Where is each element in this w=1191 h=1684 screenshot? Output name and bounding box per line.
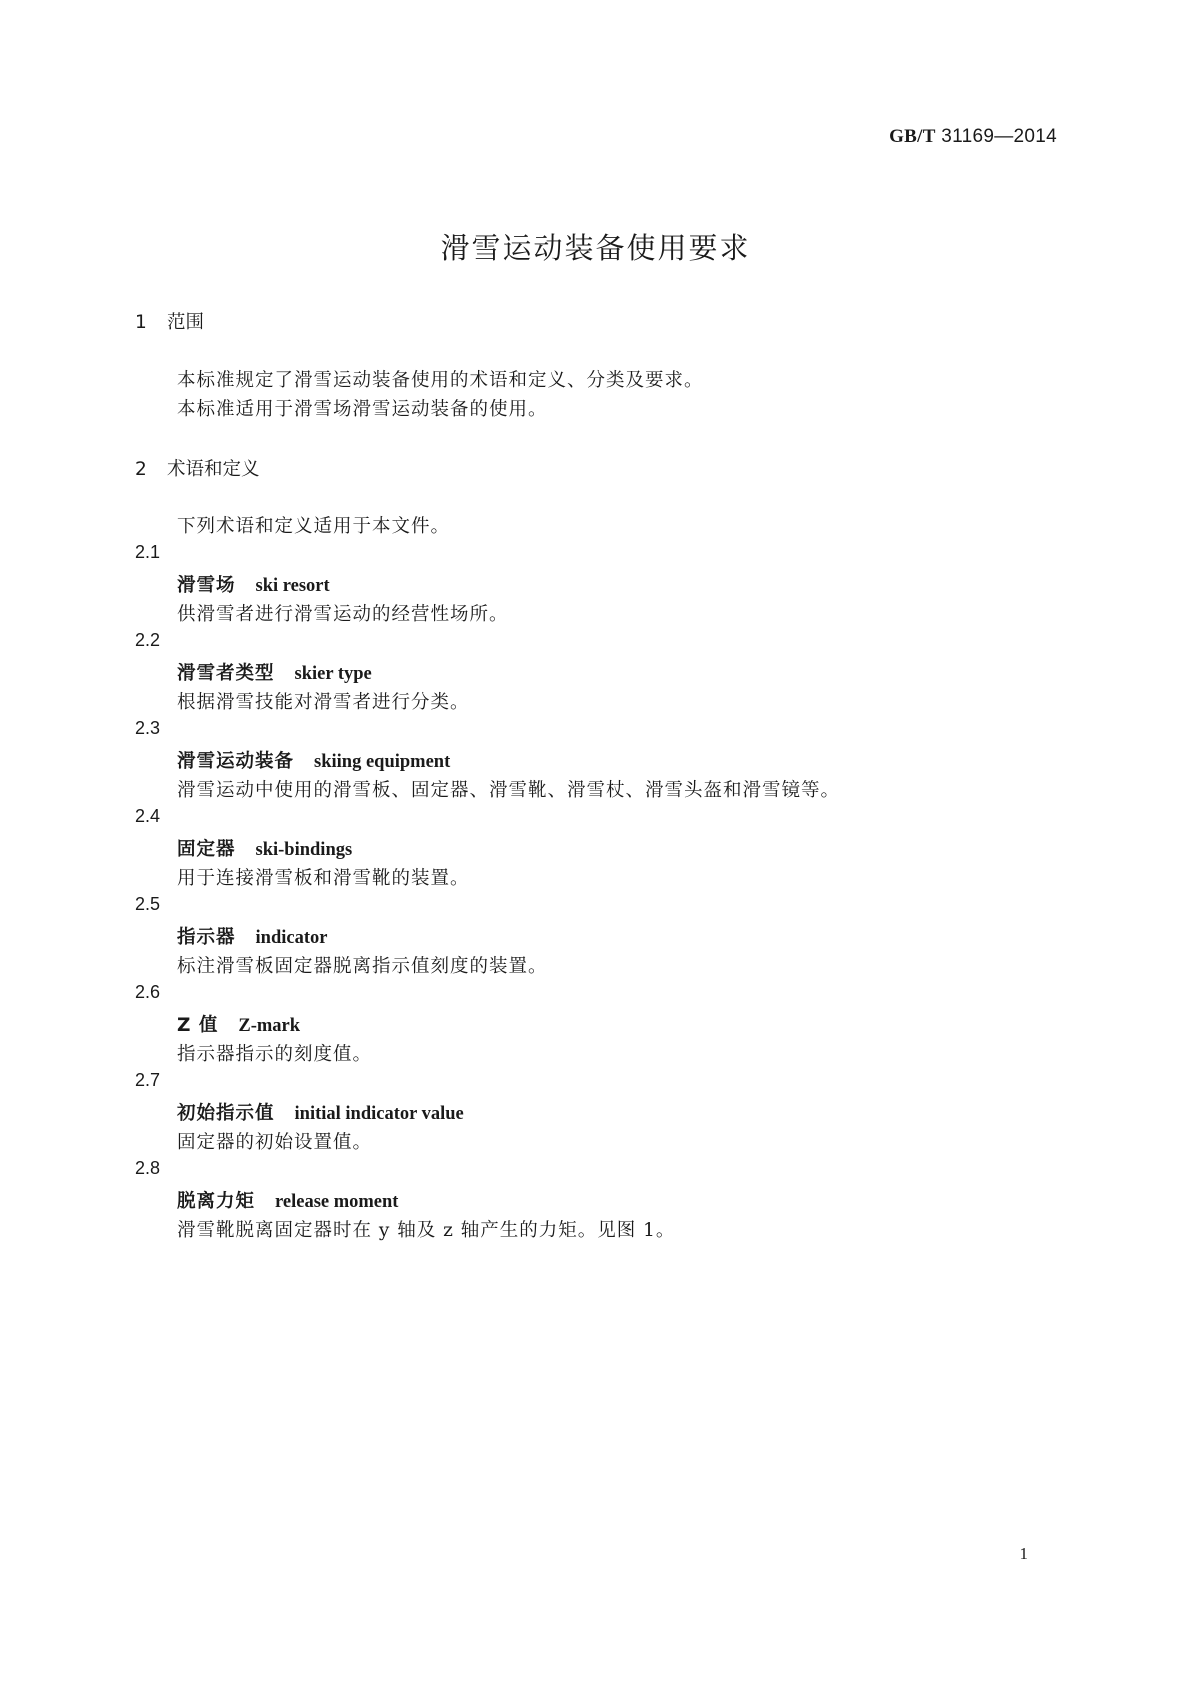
term-definition: 供滑雪者进行滑雪运动的经营性场所。 <box>177 604 509 625</box>
document-title: 滑雪运动装备使用要求 <box>440 231 751 265</box>
term-english: release moment <box>275 1192 399 1212</box>
term-english: ski-bindings <box>255 840 353 860</box>
term-number: 2.2 <box>135 630 161 650</box>
term-name <box>177 1187 398 1213</box>
term-number: 2.8 <box>135 1158 161 1178</box>
term-number: 2.4 <box>135 806 161 826</box>
term-name <box>177 659 372 685</box>
term-english: initial indicator value <box>294 1104 464 1124</box>
term-number: 2.7 <box>135 1070 161 1090</box>
standard-number <box>889 126 1057 148</box>
term-english: indicator <box>255 928 328 948</box>
term-definition: 标注滑雪板固定器脱离指示值刻度的装置。 <box>177 956 548 977</box>
term-definition: 指示器指示的刻度值。 <box>177 1044 373 1065</box>
term-number: 2.6 <box>135 982 161 1002</box>
section-title: 术语和定义 <box>167 459 260 480</box>
term-number: 2.3 <box>135 718 161 738</box>
section-number: 1 <box>135 312 147 333</box>
term-definition: 用于连接滑雪板和滑雪靴的装置。 <box>177 868 470 889</box>
term-chinese: 指示器 <box>177 927 236 948</box>
section-number: 2 <box>135 459 147 480</box>
standard-code: GB/T <box>889 126 936 147</box>
term-english: skiing equipment <box>314 752 451 772</box>
section-heading-terms <box>135 455 260 481</box>
term-chinese: 脱离力矩 <box>177 1191 256 1212</box>
term-chinese: 初始指示值 <box>177 1103 275 1124</box>
section-title: 范围 <box>167 312 205 333</box>
term-definition: 滑雪靴脱离固定器时在 y 轴及 z 轴产生的力矩。见图 1。 <box>177 1220 676 1241</box>
standard-year-number: 31169—2014 <box>941 126 1057 147</box>
term-chinese: 滑雪者类型 <box>177 663 275 684</box>
scope-paragraph: 本标准规定了滑雪运动装备使用的术语和定义、分类及要求。 <box>177 370 704 391</box>
terms-intro-paragraph: 下列术语和定义适用于本文件。 <box>177 516 451 537</box>
term-chinese: 滑雪场 <box>177 575 236 596</box>
term-name <box>177 923 327 949</box>
term-name <box>177 747 450 773</box>
term-name <box>177 1011 300 1037</box>
term-definition: 滑雪运动中使用的滑雪板、固定器、滑雪靴、滑雪杖、滑雪头盔和滑雪镜等。 <box>177 780 841 801</box>
term-name <box>177 835 352 861</box>
term-definition: 根据滑雪技能对滑雪者进行分类。 <box>177 692 470 713</box>
term-name <box>177 571 330 597</box>
term-english: ski resort <box>255 576 330 596</box>
term-chinese: Z 值 <box>177 1015 219 1036</box>
term-chinese: 固定器 <box>177 839 236 860</box>
page-number: 1 <box>1019 1544 1028 1563</box>
term-definition: 固定器的初始设置值。 <box>177 1132 373 1153</box>
term-number: 2.5 <box>135 894 161 914</box>
term-english: skier type <box>294 664 372 684</box>
term-name <box>177 1099 464 1125</box>
scope-paragraph: 本标准适用于滑雪场滑雪运动装备的使用。 <box>177 399 548 420</box>
section-heading-scope <box>135 308 204 334</box>
term-chinese: 滑雪运动装备 <box>177 751 295 772</box>
term-english: Z-mark <box>238 1016 301 1036</box>
term-number: 2.1 <box>135 542 161 562</box>
